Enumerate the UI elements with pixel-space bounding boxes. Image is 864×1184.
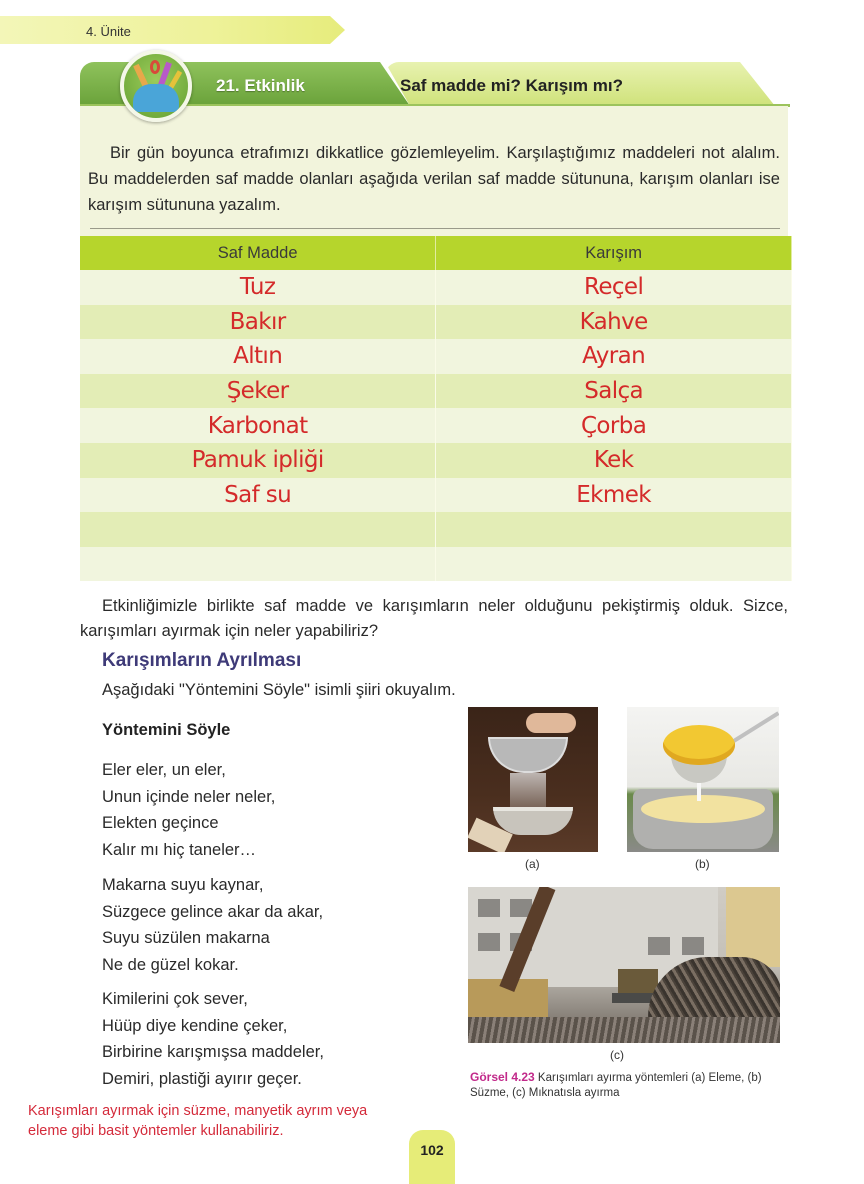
activity-title: Saf madde mi? Karışım mı?	[400, 76, 623, 95]
classification-table	[80, 236, 792, 581]
activity-intro: Bir gün boyunca etrafımızı dikkatlice gözlemleyelim. Karşılaştığımız maddeleri not alalım. Bu maddelerden saf madde olanları aşağıda verilan saf madde sütununa, karışım olanları ise karışım sütununa yazalım.	[88, 144, 780, 214]
table-row	[80, 305, 792, 340]
poem-line: Birbirine karışmışsa maddeler,	[102, 1043, 324, 1061]
tip-line: Karışımları ayırmak için süzme, manyetik ayrım veya	[28, 1103, 368, 1119]
unit-label: 4. Ünite	[86, 24, 131, 39]
poem-line: Suyu süzülen makarna	[102, 929, 270, 947]
pure-substance-cell	[80, 547, 436, 582]
table-row	[80, 547, 792, 582]
mixture-cell: Salça	[436, 374, 792, 409]
column-header-mixture: Karışım	[436, 236, 792, 270]
poem-title: Yöntemini Söyle	[102, 721, 231, 739]
figure-label-c: (c)	[610, 1048, 624, 1062]
figure-caption-text: Karışımları ayırma yöntemleri (a) Eleme, (b) Süzme, (c) Mıknatısla ayırma	[470, 1072, 762, 1099]
followup-paragraph: Etkinliğimizle birlikte saf madde ve karışımların neler olduğunu pekiştirmiş olduk. Sizce, karışımları ayırmak için neler yapabiliriz?	[80, 597, 788, 640]
table-row	[80, 408, 792, 443]
poem-line: Unun içinde neler neler,	[102, 787, 276, 806]
poem-line: Kalır mı hiç taneler…	[102, 840, 257, 859]
figure-label-b: (b)	[695, 857, 710, 871]
tip-line: eleme gibi basit yöntemler kullanabiliriz.	[28, 1123, 284, 1139]
poem-line: Ne de güzel kokar.	[102, 955, 239, 974]
activity-number: 21. Etkinlik	[216, 76, 305, 95]
figure-number: Görsel 4.23	[470, 1070, 535, 1084]
poem-line: Makarna suyu kaynar,	[102, 876, 264, 894]
table-row	[80, 339, 792, 374]
column-header-pure-substance: Saf Madde	[80, 236, 436, 270]
figure-label-a: (a)	[525, 857, 540, 871]
unit-banner	[0, 16, 345, 44]
pure-substance-cell: Şeker	[80, 374, 436, 409]
table-row	[80, 374, 792, 409]
poem-line: Eler eler, un eler,	[102, 761, 226, 779]
read-prompt: Aşağıdaki "Yöntemini Söyle" isimli şiiri okuyalım.	[102, 681, 456, 699]
pure-substance-cell: Altın	[80, 339, 436, 374]
table-row	[80, 270, 792, 305]
mixture-cell	[436, 547, 792, 582]
poem-line: Elekten geçince	[102, 814, 219, 832]
pure-substance-cell: Karbonat	[80, 408, 436, 443]
mixture-cell: Ayran	[436, 339, 792, 374]
mixture-cell: Kahve	[436, 305, 792, 340]
pure-substance-cell: Pamuk ipliği	[80, 443, 436, 478]
poem-line: Kimilerini çok sever,	[102, 990, 248, 1008]
pure-substance-cell: Tuz	[80, 270, 436, 305]
pencil-case-icon	[120, 50, 192, 122]
poem-line: Süzgece gelince akar da akar,	[102, 902, 324, 921]
table-row	[80, 478, 792, 513]
poem-line: Hüüp diye kendine çeker,	[102, 1016, 288, 1035]
straining-pasta-photo	[627, 707, 779, 852]
pure-substance-cell: Saf su	[80, 478, 436, 513]
poem-stanza-3	[102, 986, 324, 1092]
divider	[90, 228, 780, 229]
section-title: Karışımların Ayrılması	[102, 650, 302, 671]
page-number: 102	[420, 1142, 444, 1158]
magnetic-separation-photo	[468, 887, 780, 1043]
figure-caption	[470, 1070, 770, 1101]
table-row	[80, 512, 792, 547]
mixture-cell: Çorba	[436, 408, 792, 443]
tip-note	[28, 1101, 367, 1141]
mixture-cell: Reçel	[436, 270, 792, 305]
sifting-flour-photo	[468, 707, 598, 852]
pure-substance-cell: Bakır	[80, 305, 436, 340]
poem-line: Demiri, plastiği ayırır geçer.	[102, 1069, 302, 1088]
poem-stanza-1	[102, 757, 275, 863]
mixture-cell	[436, 512, 792, 547]
table-row	[80, 443, 792, 478]
mixture-cell: Kek	[436, 443, 792, 478]
poem-stanza-2	[102, 872, 323, 978]
pure-substance-cell	[80, 512, 436, 547]
mixture-cell: Ekmek	[436, 478, 792, 513]
